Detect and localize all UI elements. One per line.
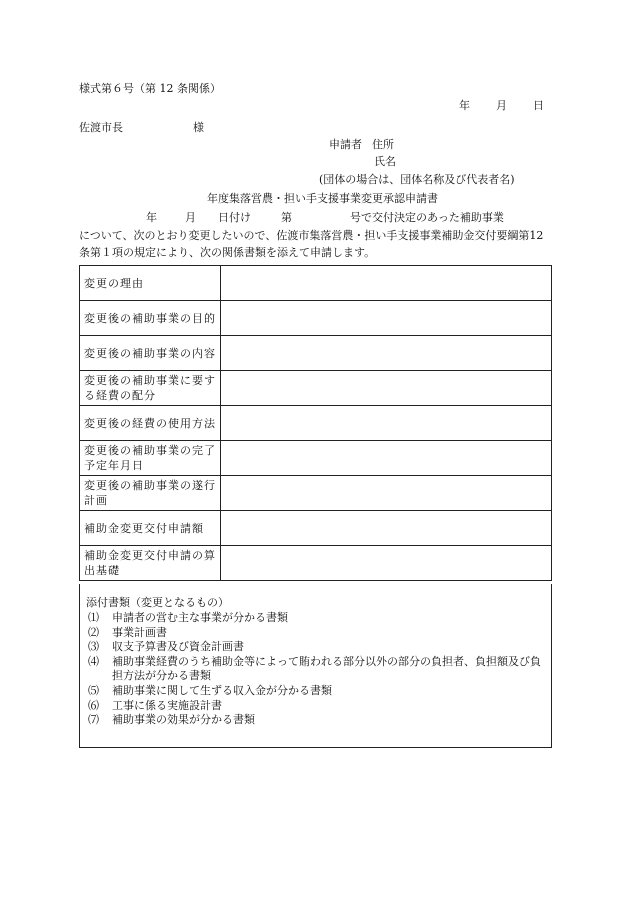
table-row: [80, 301, 552, 336]
item-text: 補助事業に関して生ずる収入金が分かる書類: [112, 683, 332, 697]
change-details-table: [79, 265, 552, 581]
row-value-field[interactable]: [221, 476, 552, 511]
list-item: [88, 684, 548, 699]
organization-note: (団体の場合は、団体名称及び代表者名): [319, 173, 515, 186]
list-item: [88, 611, 548, 626]
address-label: 住所: [372, 138, 394, 151]
item-text: 事業計画書: [112, 625, 167, 639]
item-text: 工事に係る実施設計書: [112, 698, 222, 712]
list-item: [88, 655, 548, 684]
row-value-field[interactable]: [221, 336, 552, 371]
table-row: [80, 266, 552, 301]
table-row: [80, 511, 552, 546]
list-item: [88, 626, 548, 641]
attachments-list: [88, 611, 548, 728]
body-line1-rest: 号で交付決定のあった補助事業: [350, 211, 504, 224]
attachments-box: [79, 584, 552, 748]
table-row: [80, 441, 552, 476]
row-value-field[interactable]: [221, 371, 552, 406]
applicant-label: 申請者: [329, 138, 362, 151]
list-item: [88, 713, 548, 728]
row-value-field[interactable]: [221, 301, 552, 336]
body-year: 年: [146, 211, 157, 224]
date-year-label: 年: [459, 99, 470, 112]
date-line: [459, 99, 544, 113]
list-item: [88, 640, 548, 655]
item-text: 収支予算書及び資金計画書: [112, 640, 244, 654]
item-number: ⑹: [88, 698, 99, 712]
row-value-field[interactable]: [221, 546, 552, 581]
table-row: [80, 476, 552, 511]
list-item: [88, 699, 548, 714]
table-row: [80, 406, 552, 441]
row-label: 変更後の補助事業の完了予定年月日: [80, 441, 221, 476]
item-text: 補助事業の効果が分かる書類: [112, 713, 255, 727]
body-first-line: [79, 209, 554, 227]
row-label: 変更後の経費の使用方法: [80, 406, 221, 441]
body-month: 月: [185, 211, 196, 224]
name-label: 氏名: [374, 155, 396, 168]
row-label: 補助金変更交付申請の算出基礎: [80, 546, 221, 581]
document-title: 年度集落営農・担い手支援事業変更承認申請書: [207, 192, 438, 205]
row-label: 変更後の補助事業の目的: [80, 301, 221, 336]
addressee-name: 佐渡市長: [79, 121, 123, 134]
item-text: 申請者の営む主な事業が分かる書類: [112, 611, 288, 624]
row-value-field[interactable]: [221, 266, 552, 301]
item-number: ⑷: [88, 654, 99, 668]
row-value-field[interactable]: [221, 511, 552, 546]
item-number: ⑺: [88, 713, 99, 727]
row-value-field[interactable]: [221, 406, 552, 441]
date-month-label: 月: [496, 99, 507, 112]
table-row: [80, 546, 552, 581]
attachments-heading: 添付書類（変更となるもの）: [86, 596, 229, 609]
applicant-address-line: [329, 138, 394, 152]
row-label: 変更後の補助事業に要する経費の配分: [80, 371, 221, 406]
row-label: 変更後の補助事業の遂行計画: [80, 476, 221, 511]
body-paragraph: [79, 209, 554, 262]
addressee: [79, 121, 204, 135]
row-label: 変更の理由: [80, 266, 221, 301]
addressee-honorific: 様: [193, 121, 204, 134]
row-label: 変更後の補助事業の内容: [80, 336, 221, 371]
form-number: 様式第６号（第 12 条関係）: [79, 82, 221, 95]
item-text: 補助事業経費のうち補助金等によって賄われる部分以外の部分の負担者、負担額及び負担方法が分かる書類: [112, 654, 541, 683]
date-day-label: 日: [533, 99, 544, 112]
row-label: 補助金変更交付申請額: [80, 511, 221, 546]
item-number: ⑵: [88, 625, 99, 639]
body-number: 第: [281, 211, 292, 224]
item-number: ⑶: [88, 640, 99, 654]
table-row: [80, 336, 552, 371]
body-dated: 日付け: [218, 211, 251, 224]
body-rest: について、次のとおり変更したいので、佐渡市集落営農・担い手支援事業補助金交付要綱第12条第１項の規定により、次の関係書類を添えて申請します。: [79, 228, 544, 259]
item-number: ⑸: [88, 683, 99, 697]
table-row: [80, 371, 552, 406]
row-value-field[interactable]: [221, 441, 552, 476]
item-number: ⑴: [88, 611, 99, 624]
